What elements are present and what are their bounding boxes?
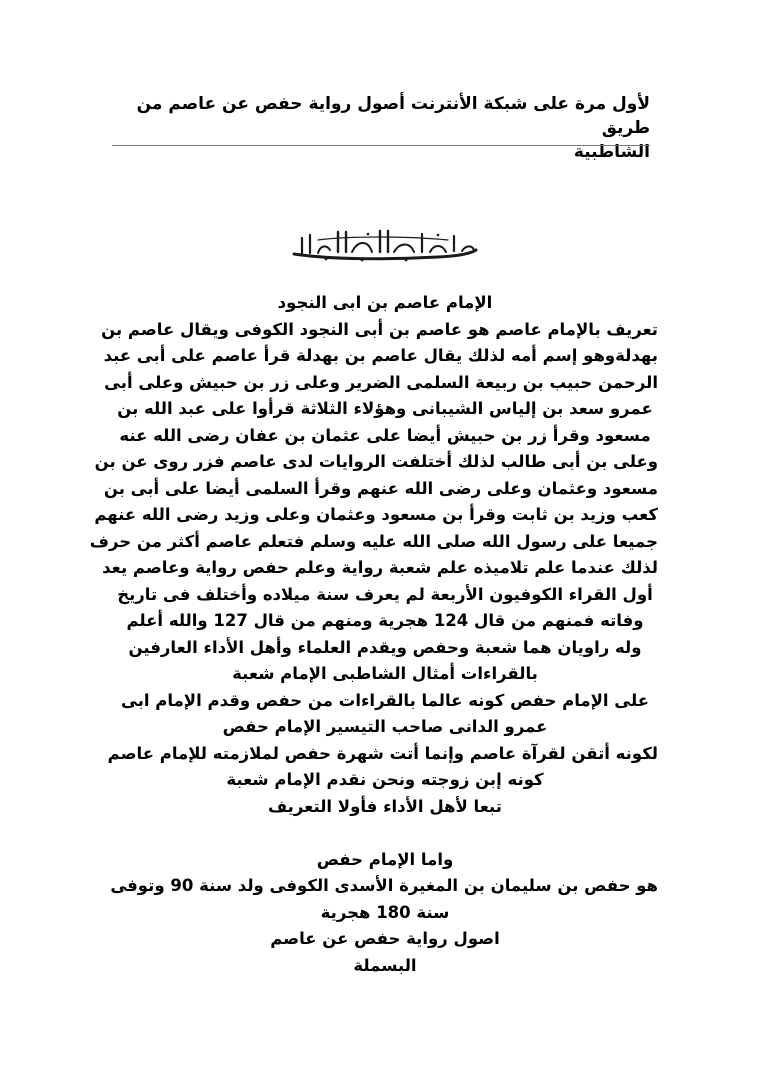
body-line: لكونه أتقن لقرآة عاصم وإنما أتت شهرة حفص لملازمته للإمام عاصم — [107, 743, 658, 763]
body-line: جميعا على رسول الله صلى الله عليه وسلم فتعلم عاصم أكثر من حرف — [89, 531, 658, 551]
body-line: عمرو سعد بن إلياس الشيبانى وهؤلاء الثلاثة قرأوا على عبد الله بن — [117, 399, 653, 418]
title-line-1: لأول مرة على شبكة الأنترنت أصول رواية حفص عن عاصم من طريق — [136, 94, 650, 138]
body-line: وعلى بن أبى طالب لذلك أختلفت الروايات لدى عاصم فزر روى عن بن — [94, 452, 658, 471]
body-line: وله راويان هما شعبة وحفص ويقدم العلماء وأهل الأداء العارفين — [128, 637, 642, 657]
body-line: تبعا لأهل الأداء فأولا التعريف — [268, 796, 502, 816]
body-line: بالقراءات أمثال الشاطبى الإمام شعبة — [232, 664, 538, 683]
body-line: هو حفص بن سليمان بن المغيرة الأسدى الكوفى ولد سنة 90 وتوفى — [110, 876, 658, 895]
body-line: على الإمام حفص كونه عالما بالقراءات من حفص وقدم الإمام ابى — [121, 690, 649, 710]
body-line: واما الإمام حفص — [316, 849, 454, 869]
body-line: الإمام عاصم بن ابى النجود — [277, 293, 493, 312]
body-line: كعب وزيد بن ثابت وقرأ بن مسعود وعثمان وعلى وزيد رضى الله عنهم — [94, 505, 658, 524]
body-line: البسملة — [353, 955, 417, 975]
body-line: عمرو الدانى صاحب التيسير الإمام حفص — [222, 717, 548, 736]
body-line: وفاته فمنهم من قال 124 هجرية ومنهم من قال 127 والله أعلم — [126, 611, 644, 630]
body-line: مسعود وقرأ زر بن حبيش أيضا على عثمان بن عفان رضى الله عنه — [119, 425, 651, 445]
document-title — [110, 92, 650, 164]
body-line: اصول رواية حفص عن عاصم — [270, 929, 500, 948]
body-line: لذلك عندما علم تلاميذه علم شعبة رواية وعلم حفص رواية وعاصم يعد — [102, 558, 658, 577]
body-line: تعريف بالإمام عاصم هو عاصم بن أبى النجود الكوفى ويقال عاصم بن — [101, 319, 658, 339]
body-line: مسعود وعثمان وعلى رضى الله عنهم وقرأ السلمى أيضا على أبى بن — [103, 478, 658, 498]
body-line: بهدلةوهو إسم أمه لذلك يقال عاصم بن بهدلة قرأ عاصم على أبى عبد — [103, 346, 658, 365]
body-line: الرحمن حبيب بن ربيعة السلمى الضرير وعلى زر بن حبيش وعلى أبى — [104, 372, 658, 392]
basmala-calligraphy — [288, 226, 480, 264]
body-line: كونه إبن زوجته ونحن نقدم الإمام شعبة — [226, 770, 544, 789]
title-line-2: الشاطبية — [573, 142, 650, 162]
body-text — [89, 290, 658, 979]
body-line — [112, 820, 658, 847]
body-line: سنة 180 هجرية — [320, 902, 450, 922]
body-line: أول القراء الكوفيون الأربعة لم يعرف سنة ميلاده وأختلف فى تاريخ — [117, 584, 653, 604]
title-divider — [112, 145, 650, 146]
